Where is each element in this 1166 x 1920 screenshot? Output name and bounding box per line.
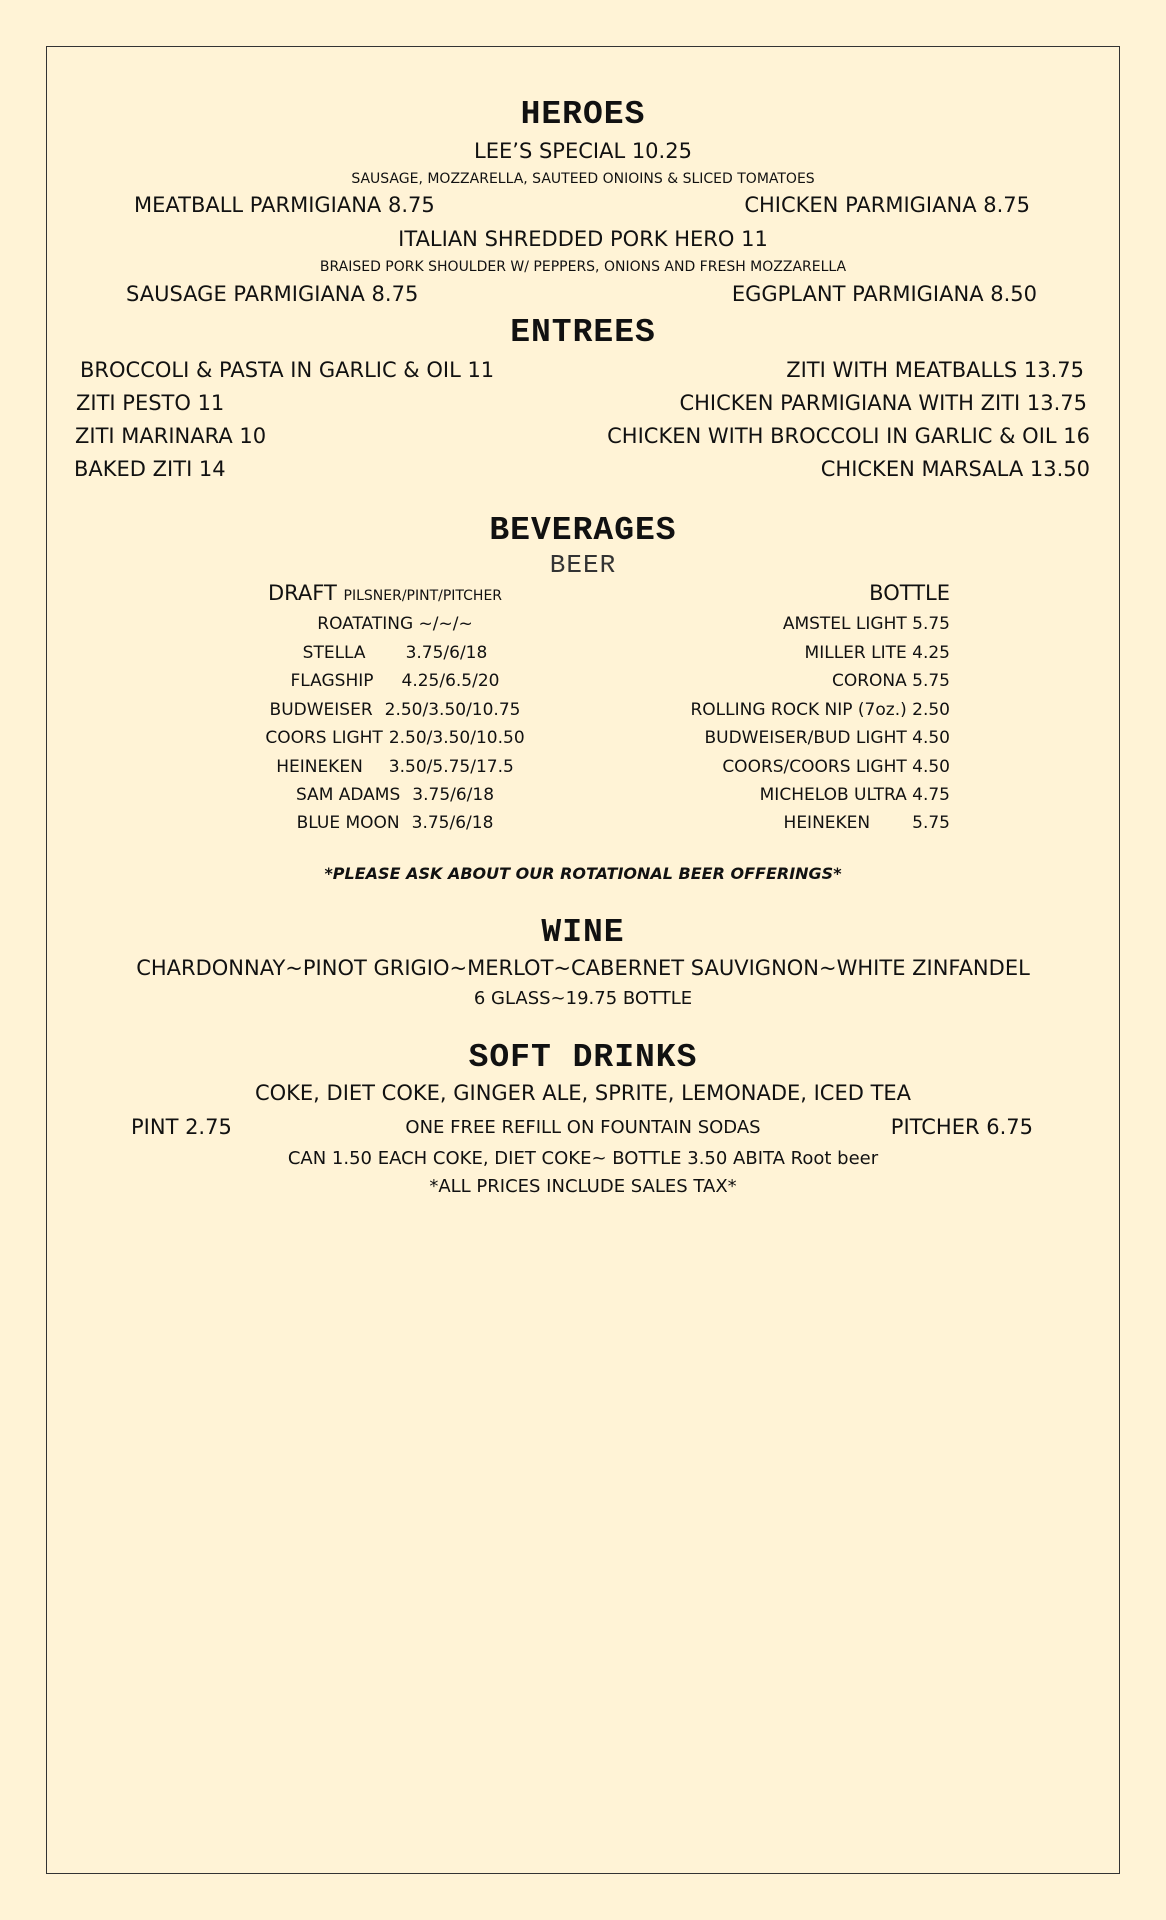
pitcher-price: PITCHER 6.75 [890, 1115, 1033, 1139]
sales-tax-note: *ALL PRICES INCLUDE SALES TAX* [429, 1176, 737, 1197]
bottle-row: ROLLING ROCK NIP (7oz.) 2.50 [690, 700, 950, 720]
entree-right-2: CHICKEN PARMIGIANA WITH ZITI 13.75 [679, 391, 1087, 415]
bottle-row: AMSTEL LIGHT 5.75 [782, 614, 950, 634]
draft-sizes: PILSNER/PINT/PITCHER [343, 588, 503, 604]
draft-rotating: ROATATING ~/~/~ [317, 614, 473, 634]
wine-price: 6 GLASS~19.75 BOTTLE [473, 988, 693, 1009]
bottle-label: BOTTLE [869, 581, 950, 605]
entree-right-3: CHICKEN WITH BROCCOLI IN GARLIC & OIL 16 [607, 424, 1090, 448]
draft-label [268, 581, 502, 605]
draft-label-text: DRAFT [268, 581, 337, 605]
beer-heading: BEER [549, 550, 617, 580]
can-bottle-prices: CAN 1.50 EACH COKE, DIET COKE~ BOTTLE 3.50 ABITA Root beer [287, 1148, 879, 1169]
lees-special: LEE’S SPECIAL 10.25 [474, 139, 692, 163]
rotational-beer-note: *PLEASE ASK ABOUT OUR ROTATIONAL BEER OFFERINGS* [324, 864, 842, 883]
pork-hero: ITALIAN SHREDDED PORK HERO 11 [398, 227, 768, 251]
refill-note: ONE FREE REFILL ON FOUNTAIN SODAS [405, 1117, 761, 1138]
draft-row: STELLA 3.75/6/18 [302, 643, 488, 663]
bottle-row: BUDWEISER/BUD LIGHT 4.50 [704, 728, 950, 748]
bottle-row: COORS/COORS LIGHT 4.50 [722, 757, 950, 777]
meatball-parmigiana: MEATBALL PARMIGIANA 8.75 [134, 193, 435, 217]
soft-drinks-list: COKE, DIET COKE, GINGER ALE, SPRITE, LEMONADE, ICED TEA [254, 1081, 912, 1105]
draft-row: BUDWEISER 2.50/3.50/10.75 [269, 700, 521, 720]
pork-hero-description: BRAISED PORK SHOULDER W/ PEPPERS, ONIONS AND FRESH MOZZARELLA [319, 259, 847, 275]
bottle-row: MICHELOB ULTRA 4.75 [759, 785, 950, 805]
entree-left-3: ZITI MARINARA 10 [75, 424, 267, 448]
bottle-row: HEINEKEN 5.75 [783, 813, 950, 833]
chicken-parmigiana-hero: CHICKEN PARMIGIANA 8.75 [744, 193, 1030, 217]
entree-right-4: CHICKEN MARSALA 13.50 [820, 457, 1090, 481]
draft-row: FLAGSHIP 4.25/6.5/20 [290, 671, 500, 691]
bottle-row: MILLER LITE 4.25 [804, 643, 950, 663]
draft-row: SAM ADAMS 3.75/6/18 [295, 785, 495, 805]
draft-row: BLUE MOON 3.75/6/18 [296, 813, 494, 833]
sausage-parmigiana: SAUSAGE PARMIGIANA 8.75 [126, 282, 419, 306]
pint-price: PINT 2.75 [131, 1115, 232, 1139]
draft-row: COORS LIGHT 2.50/3.50/10.50 [265, 728, 525, 748]
wine-varieties: CHARDONNAY~PINOT GRIGIO~MERLOT~CABERNET SAUVIGNON~WHITE ZINFANDEL [136, 956, 1030, 980]
bottle-row: CORONA 5.75 [831, 671, 950, 691]
wine-heading: WINE [541, 914, 625, 951]
lees-special-description: SAUSAGE, MOZZARELLA, SAUTEED ONIOINS & SLICED TOMATOES [351, 171, 815, 187]
entree-left-2: ZITI PESTO 11 [76, 391, 225, 415]
entrees-heading: ENTREES [510, 314, 656, 351]
beverages-heading: BEVERAGES [489, 512, 677, 549]
draft-row: HEINEKEN 3.50/5.75/17.5 [276, 757, 514, 777]
heroes-heading: HEROES [520, 96, 646, 133]
entree-right-1: ZITI WITH MEATBALLS 13.75 [786, 358, 1084, 382]
entree-left-1: BROCCOLI & PASTA IN GARLIC & OIL 11 [80, 358, 495, 382]
eggplant-parmigiana: EGGPLANT PARMIGIANA 8.50 [731, 282, 1037, 306]
soft-drinks-heading: SOFT DRINKS [468, 1039, 698, 1076]
entree-left-4: BAKED ZITI 14 [74, 457, 226, 481]
